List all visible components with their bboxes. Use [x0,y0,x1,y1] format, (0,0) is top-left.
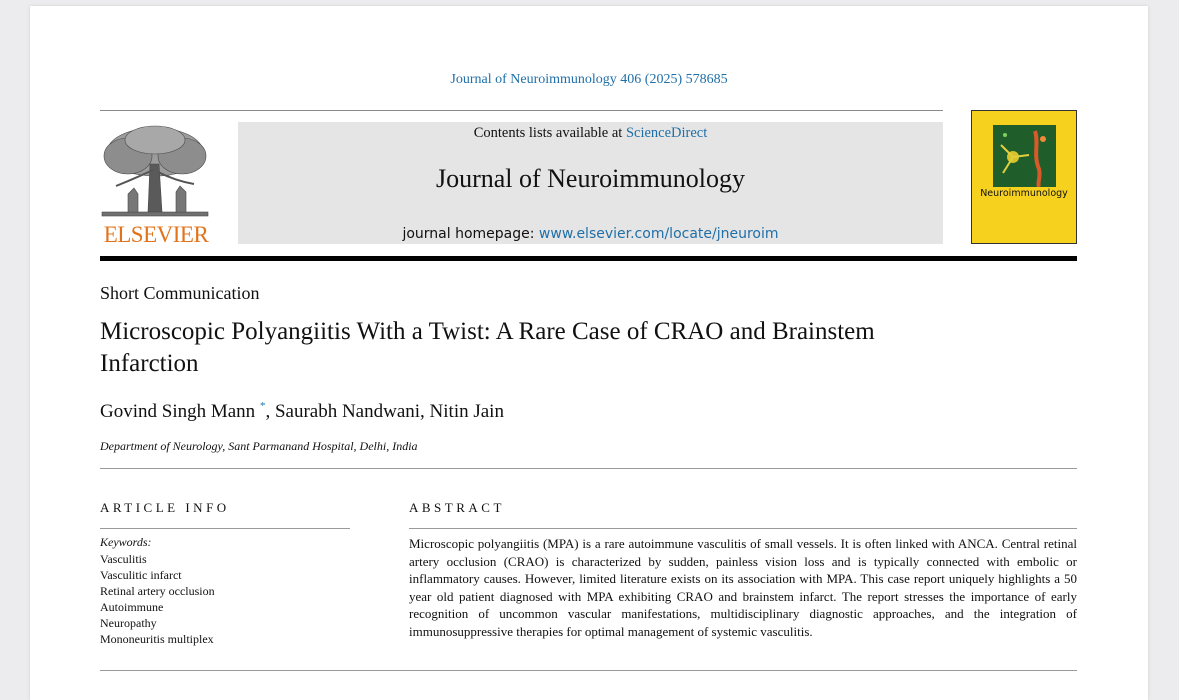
contents-prefix: Contents lists available at [473,125,626,141]
header-rule [100,110,943,111]
journal-title: Journal of Neuroimmunology [435,164,746,193]
homepage-line [238,226,943,242]
contents-line [238,125,943,142]
author-name[interactable]: Saurabh Nandwani [274,401,421,422]
corresponding-author-mark[interactable]: * [259,400,266,412]
journal-cover-thumbnail[interactable] [971,110,1077,244]
cover-image [993,125,1056,187]
bottom-rule [100,670,1077,671]
affiliation: Department of Neurology, Sant Parmanand Hospital, Delhi, India [100,439,418,453]
abstract-rule [409,528,1077,529]
article-page [30,6,1148,700]
keyword-item: Neuropathy [100,616,157,630]
article-info-rule [100,528,350,529]
keyword-item: Vasculitic infarct [100,568,182,582]
journal-header-box [238,122,943,244]
homepage-link[interactable]: www.elsevier.com/locate/jneuroim [538,226,779,242]
author-name[interactable]: Nitin Jain [429,401,504,422]
author-list: Govind Singh Mann *, Saurabh Nandwani, Nitin Jain [100,400,504,422]
keyword-item: Autoimmune [100,600,164,614]
article-type: Short Communication [100,283,260,303]
homepage-prefix: journal homepage: [402,226,539,242]
section-rule [100,468,1077,469]
keyword-item: Mononeuritis multiplex [100,632,214,646]
author-name[interactable]: Govind Singh Mann [100,401,256,422]
article-info-heading: ARTICLE INFO [100,500,230,515]
abstract-heading: ABSTRACT [409,500,505,515]
cover-journal-name: Neuroimmunology [980,188,1068,199]
publisher-name: ELSEVIER [103,222,209,247]
article-title: Microscopic Polyangiitis With a Twist: A Rare Case of CRAO and Brainstem Infarction [100,318,875,377]
keyword-item: Vasculitis [100,552,147,566]
sciencedirect-link[interactable]: ScienceDirect [625,125,708,141]
keywords-label: Keywords: [100,535,152,549]
header-thick-rule [100,256,1077,261]
abstract-text: Microscopic polyangiitis (MPA) is a rare autoimmune vasculitis of small vessels. It is often linked with ANCA. Central retinal artery occlusion (CRAO) is characterized by sudden, painless vision loss and is typically connected with embolic or inflammatory causes. However, limited literature exists on its association with MPA. This case report uniquely highlights a 50 year old patient diagnosed with MPA exhibiting CRAO and brainstem infarct. The report stresses the importance of early recognition of uncommon vascular manifestations, multidisciplinary diagnostic approaches, and the integration of immunosuppressive therapies for optimal management of systemic vasculitis. [409,536,1077,639]
keyword-item: Retinal artery occlusion [100,584,215,598]
citation-link[interactable]: Journal of Neuroimmunology 406 (2025) 578685 [450,72,728,87]
keywords-list [100,551,215,647]
